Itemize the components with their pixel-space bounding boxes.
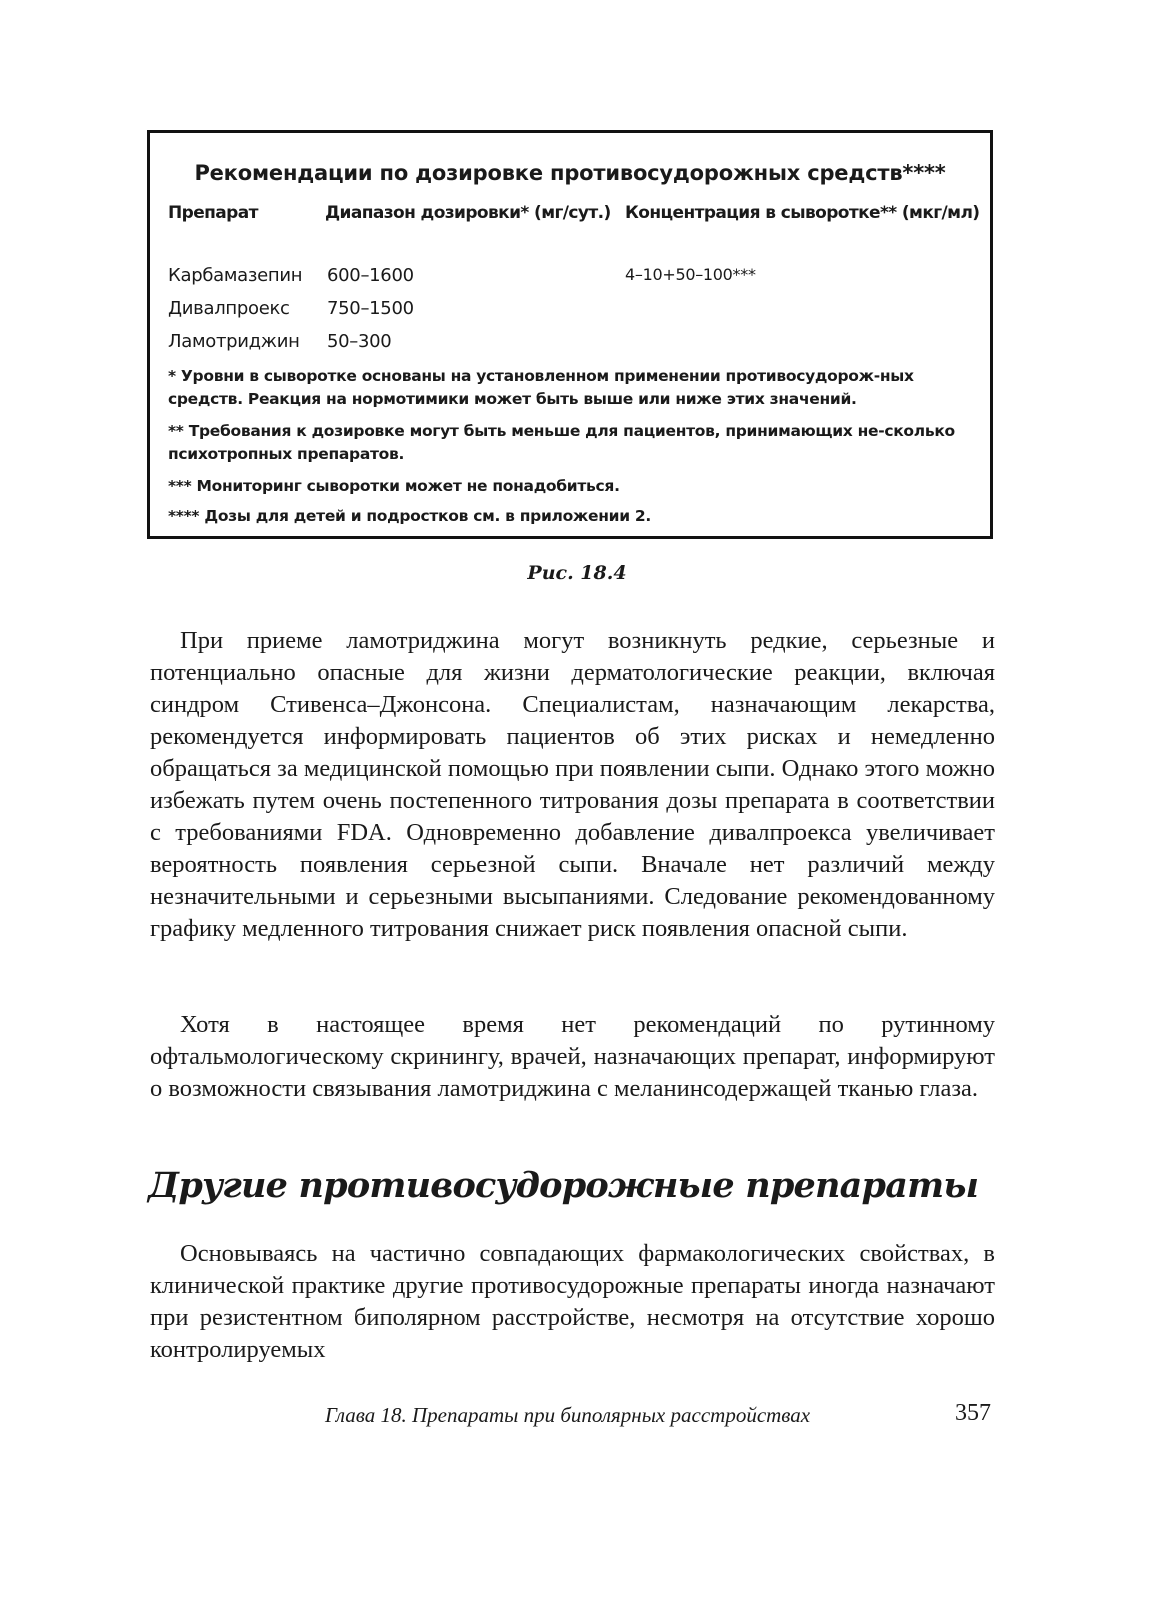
column-header-dose: Диапазон дозировки* (мг/сут.) [325, 203, 611, 223]
running-footer: Глава 18. Препараты при биполярных расстройствах [325, 1403, 811, 1427]
row-drug: Дивалпроекс [168, 298, 290, 319]
figure-title: Рекомендации по дозировке противосудорожных средств**** [194, 161, 946, 185]
row-dose: 600–1600 [327, 265, 414, 286]
footnote-3: *** Мониторинг сыворотки может не понадобиться. [168, 477, 620, 495]
figure-caption: Рис. 18.4 [527, 562, 627, 584]
body-paragraph: Основываясь на частично совпадающих фармакологических свойствах, в клинической практике другие противосудорожные препараты иногда назначают при резистентном биполярном расстройстве, несмотря на отсутствие хорошо контролируемых [150, 1240, 995, 1363]
page-number: 357 [955, 1400, 991, 1426]
footnote-2: ** Требования к дозировке могут быть меньше для пациентов, принимающих не-сколько психотропных препаратов. [168, 422, 955, 463]
dosage-figure-box [147, 130, 993, 539]
row-drug: Ламотриджин [168, 331, 300, 352]
body-paragraph: Хотя в настоящее время нет рекомендаций по рутинному офтальмологическому скринингу, врачей, назначающих препарат, информируют о возможности связывания ламотриджина с меланинсодержащей тканью глаза. [150, 1011, 995, 1102]
row-drug: Карбамазепин [168, 265, 303, 286]
footnote-1: * Уровни в сыворотке основаны на установленном применении противосудорож-ных средств. Реакция на нормотимики может быть выше или ниже этих значений. [168, 367, 914, 408]
column-header-drug: Препарат [168, 203, 258, 223]
footnote-4: **** Дозы для детей и подростков см. в приложении 2. [168, 507, 651, 525]
row-dose: 750–1500 [327, 298, 414, 319]
column-header-serum: Концентрация в сыворотке** (мкг/мл) [625, 203, 980, 223]
section-heading: Другие противосудорожные препараты [148, 1165, 979, 1206]
row-dose: 50–300 [327, 331, 392, 352]
body-paragraph: При приеме ламотриджина могут возникнуть редкие, серьезные и потенциально опасные для жизни дерматологические реакции, включая синдром Стивенса–Джонсона. Специалистам, назначающим лекарства, рекомендуется информировать пациентов об этих рисках и немедленно обращаться за медицинской помощью при появлении сыпи. Однако этого можно избежать путем очень постепенного титрования дозы препарата в соответствии с требованиями FDA. Одновременно добавление дивалпроекса увеличивает вероятность появления серьезной сыпи. Вначале нет различий между незначительными и серьезными высыпаниями. Следование рекомендованному графику медленного титрования снижает риск появления опасной сыпи. [150, 627, 995, 942]
row-serum: 4–10+50–100*** [625, 265, 756, 284]
